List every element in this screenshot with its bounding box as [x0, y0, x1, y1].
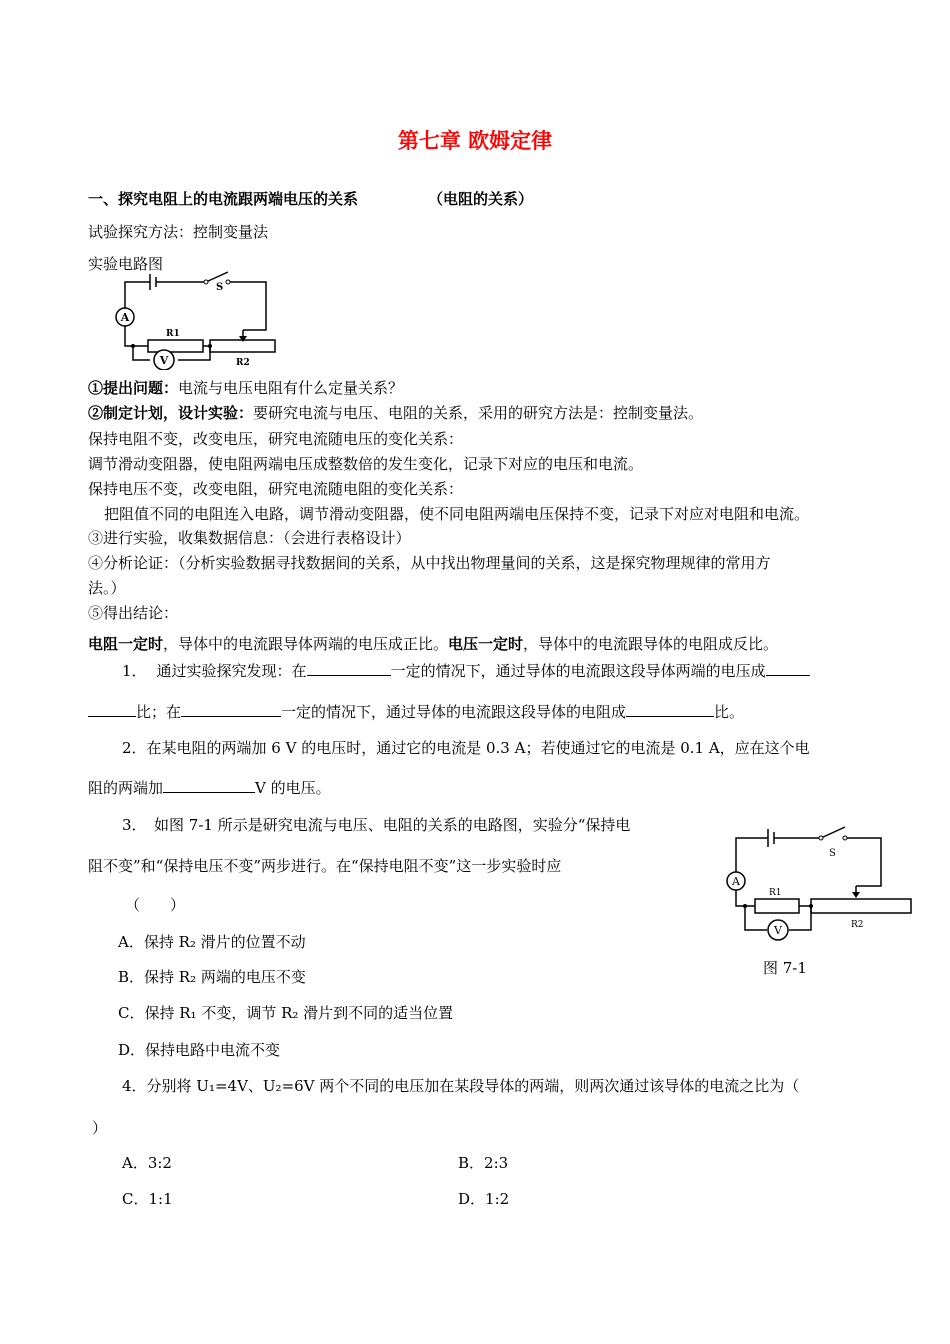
step4-line2: 法。） — [88, 579, 126, 597]
q1-part5: 比。 — [714, 703, 745, 721]
conclusion — [88, 633, 778, 654]
fig-ammeter-label: A — [732, 875, 740, 888]
r1-label: R1 — [166, 329, 180, 339]
q3-option-b[interactable]: B．保持 R₂ 两端的电压不变 — [118, 968, 306, 986]
q3-option-c[interactable]: C．保持 R₁ 不变，调节 R₂ 滑片到不同的适当位置 — [118, 1004, 454, 1022]
q3-option-a[interactable]: A．保持 R₂ 滑片的位置不动 — [118, 933, 306, 951]
conclusion-text-1: ，导体中的电流跟导体两端的电压成正比。 — [163, 635, 449, 653]
q1-blank-3[interactable] — [181, 701, 281, 717]
q2-part2: V 的电压。 — [255, 779, 331, 797]
figure-7-1-circuit — [723, 822, 918, 947]
q1-part3: 比；在 — [136, 703, 182, 721]
step2 — [88, 402, 703, 423]
q1-blank-1[interactable] — [307, 660, 391, 676]
step2-label: ②制定计划，设计实验： — [88, 404, 254, 422]
para3: 保持电压不变，改变电阻，研究电流随电阻的变化关系： — [88, 480, 464, 498]
q1-line1 — [122, 660, 810, 681]
section-heading — [88, 188, 533, 209]
method-text: 试验探究方法：控制变量法 — [88, 223, 269, 241]
q1-number: 1． — [122, 662, 147, 680]
figure-caption: 图 7-1 — [763, 959, 807, 977]
q2-line1: 2．在某电阻的两端加 6 V 的电压时，通过它的电流是 0.3 A；若使通过它的电流是 0.1 A，应在这个电 — [122, 739, 810, 757]
section-heading-note: （电阻的关系） — [428, 190, 534, 208]
section-heading-text: 一、探究电阻上的电流跟两端电压的关系 — [88, 190, 359, 208]
q2-line2 — [88, 777, 331, 798]
q2-part1: 阻的两端加 — [88, 779, 164, 797]
para1: 保持电阻不变，改变电压，研究电流随电压的变化关系： — [88, 430, 464, 448]
q1-blank-2b[interactable] — [88, 701, 136, 717]
conclusion-text-2: ，导体中的电流跟导体的电阻成反比。 — [523, 635, 779, 653]
q3-option-d[interactable]: D．保持电路中电流不变 — [118, 1041, 281, 1059]
q3-line2: 阻不变”和“保持电压不变”两步进行。在“保持电阻不变”这一步实验时应 — [88, 857, 562, 875]
step4-line1: ④分析论证：（分析实验数据寻找数据间的关系，从中找出物理量间的关系，这是探究物理规律的常用方 — [88, 554, 771, 572]
step1-label: ①提出问题： — [88, 379, 179, 397]
page-title: 第七章 欧姆定律 — [397, 129, 553, 153]
fig-r1-label: R1 — [769, 888, 782, 898]
q4-option-c[interactable]: C．1:1 — [122, 1190, 173, 1208]
q1-blank-2[interactable] — [766, 660, 810, 676]
step2-text: 要研究电流与电压、电阻的关系，采用的研究方法是：控制变量法。 — [253, 404, 704, 422]
fig-switch-label: S — [829, 848, 836, 859]
q4-option-d[interactable]: D．1:2 — [458, 1190, 510, 1208]
diagram-caption: 实验电路图 — [88, 255, 164, 273]
r2-label: R2 — [236, 358, 250, 368]
q4-option-a[interactable]: A．3:2 — [122, 1154, 172, 1172]
step1 — [88, 377, 403, 398]
conclusion-bold-1: 电阻一定时 — [88, 635, 164, 653]
circuit-diagram — [108, 268, 278, 370]
para4: 把阻值不同的电阻连入电路，调节滑动变阻器，使不同电阻两端电压保持不变，记录下对应对电阻和电流。 — [104, 505, 810, 523]
q4-line2: ） — [92, 1119, 108, 1137]
q1-part4: 一定的情况下，通过导体的电流跟这段导体的电阻成 — [281, 703, 627, 721]
conclusion-bold-2: 电压一定时 — [448, 635, 524, 653]
ammeter-label: A — [120, 311, 130, 324]
q1-part2: 一定的情况下，通过导体的电流跟这段导体两端的电压成 — [390, 662, 766, 680]
step3: ③进行实验，收集数据信息：（会进行表格设计） — [88, 529, 411, 547]
step1-text: 电流与电压电阻有什么定量关系？ — [178, 379, 404, 397]
switch-label: S — [216, 282, 224, 293]
q3-line1: 3． 如图 7-1 所示是研究电流与电压、电阻的关系的电路图，实验分“保持电 — [122, 816, 631, 834]
q4-line1: 4．分别将 U₁=4V、U₂=6V 两个不同的电压加在某段导体的两端，则两次通过该导体的电流之比为（ — [122, 1077, 800, 1095]
q1-line2 — [88, 701, 744, 722]
para2: 调节滑动变阻器，使电阻两端电压成整数倍的发生变化，记录下对应的电压和电流。 — [88, 455, 644, 473]
q3-paren: （ ） — [125, 896, 186, 914]
q2-blank[interactable] — [163, 777, 255, 793]
voltmeter-label: V — [159, 354, 169, 367]
q1-blank-4[interactable] — [626, 701, 714, 717]
q1-part1: 通过实验探究发现：在 — [156, 662, 307, 680]
step5: ⑤得出结论： — [88, 604, 179, 622]
q4-option-b[interactable]: B．2:3 — [458, 1154, 509, 1172]
fig-r2-label: R2 — [851, 920, 864, 930]
fig-voltmeter-label: V — [774, 924, 782, 937]
